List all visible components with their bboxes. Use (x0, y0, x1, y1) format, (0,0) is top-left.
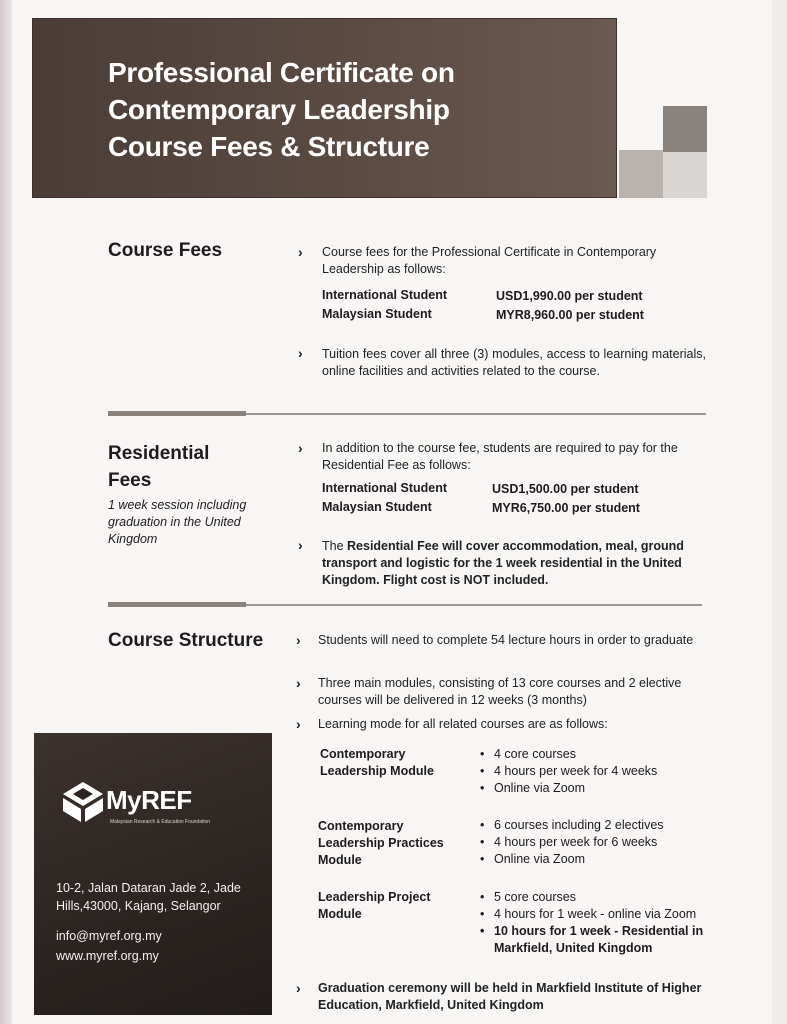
myref-logo-icon (60, 779, 106, 825)
title-line-3: Course Fees & Structure (108, 131, 430, 162)
org-address: 10-2, Jalan Dataran Jade 2, Jade Hills,43000, Kajang, Selangor (56, 881, 241, 913)
structure-point: Learning mode for all related courses are as follows: (318, 717, 608, 731)
module-details (478, 889, 728, 957)
decor-square (619, 150, 663, 198)
section-divider (246, 413, 706, 415)
chevron-right-icon: › (298, 440, 303, 456)
list-item: • 4 hours per week for 6 weeks (478, 834, 664, 851)
fee-value: MYR8,960.00 per student (496, 308, 644, 322)
list-item: • 10 hours for 1 week - Residential in Markfield, United Kingdom (478, 923, 728, 957)
chevron-right-icon: › (298, 345, 303, 361)
list-item: • Online via Zoom (478, 780, 657, 797)
logo-tagline: Malaysian Research & Education Foundation (110, 819, 211, 825)
list-item: • 4 core courses (478, 746, 657, 763)
residential-note (322, 538, 706, 589)
residential-note-prefix: The (322, 539, 348, 553)
course-fees-intro: Course fees for the Professional Certificate in Contemporary Leadership as follows: (322, 245, 657, 276)
chevron-right-icon: › (296, 980, 301, 996)
org-panel (34, 733, 272, 1015)
fee-label: International Student (322, 481, 447, 495)
list-item: • 4 hours for 1 week - online via Zoom (478, 906, 728, 923)
chevron-right-icon: › (298, 537, 303, 553)
decor-square (663, 106, 707, 152)
residential-intro: In addition to the course fee, students are required to pay for the Residential Fee as follows: (322, 441, 678, 472)
fee-value: USD1,500.00 per student (492, 482, 639, 496)
logo-name: MyREF (106, 785, 192, 815)
fee-label: Malaysian Student (322, 307, 432, 321)
module-details (478, 817, 664, 868)
list-item: • Online via Zoom (478, 851, 664, 868)
list-item: • 5 core courses (478, 889, 728, 906)
fee-label: International Student (322, 288, 447, 302)
title-line-2: Contemporary Leadership (108, 94, 450, 125)
fee-value: MYR6,750.00 per student (492, 501, 640, 515)
course-structure-heading: Course Structure (108, 630, 264, 651)
section-divider-accent (108, 602, 246, 607)
module-name: Contemporary Leadership Practices Module (318, 819, 444, 867)
residential-note-keyword: Residential Fee (347, 539, 439, 553)
chevron-right-icon: › (298, 244, 303, 260)
structure-point: Students will need to complete 54 lecture hours in order to graduate (318, 633, 694, 647)
title-line-1: Professional Certificate on (108, 57, 455, 88)
fee-label: Malaysian Student (322, 500, 432, 514)
course-fees-note: Tuition fees cover all three (3) modules, access to learning materials, online facilities and activities related to the course. (322, 347, 706, 378)
residential-heading-line-2: Fees (108, 470, 152, 491)
graduation-note: Graduation ceremony will be held in Markfield Institute of Higher Education, Markfield, United Kingdom (318, 981, 702, 1012)
fee-value: USD1,990.00 per student (496, 289, 643, 303)
residential-note-rest: will cover accommodation, meal, ground transport and logistic for the 1 week residential in the United Kingdom. Flight cost is NOT included. (322, 539, 684, 587)
chevron-right-icon: › (296, 675, 301, 691)
chevron-right-icon: › (296, 716, 301, 732)
module-name: Contemporary Leadership Module (320, 747, 434, 778)
org-email[interactable]: info@myref.org.my (56, 929, 162, 943)
list-item: • 6 courses including 2 electives (478, 817, 664, 834)
residential-fees-heading (108, 440, 258, 494)
list-item: • 4 hours per week for 4 weeks (478, 763, 657, 780)
module-name: Leadership Project Module (318, 890, 431, 921)
residential-subheading: 1 week session including graduation in the United Kingdom (108, 498, 247, 546)
decor-square (663, 152, 707, 198)
structure-point: Three main modules, consisting of 13 core courses and 2 elective courses will be delivered in 12 weeks (3 months) (318, 676, 682, 707)
page-title (108, 54, 568, 165)
course-fees-heading: Course Fees (108, 240, 223, 261)
module-details (478, 746, 657, 797)
section-divider-accent (108, 411, 246, 416)
org-website[interactable]: www.myref.org.my (56, 949, 159, 963)
residential-heading-line-1: Residential (108, 443, 210, 464)
section-divider (246, 604, 702, 606)
chevron-right-icon: › (296, 632, 301, 648)
